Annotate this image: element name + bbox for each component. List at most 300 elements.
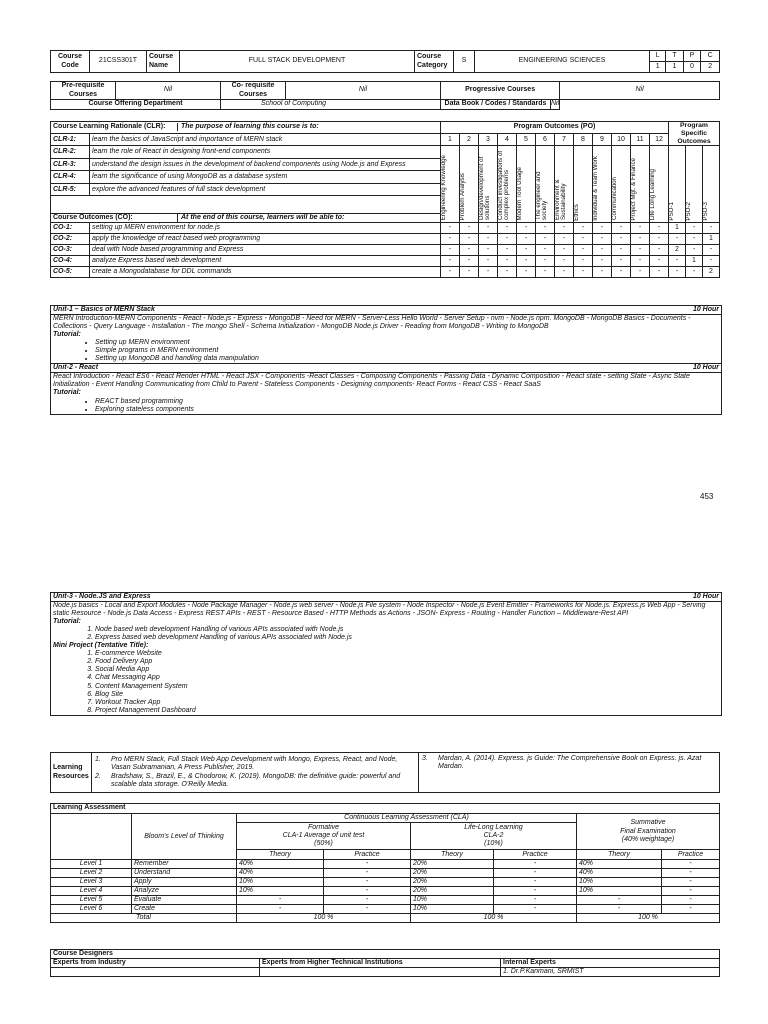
ltpc-label-l: L bbox=[650, 51, 666, 62]
table-row bbox=[51, 887, 720, 896]
co-po-value: - bbox=[460, 223, 479, 234]
co-po-value: - bbox=[612, 223, 631, 234]
data-book-value: Nil bbox=[551, 100, 560, 108]
value-cell: 10% bbox=[411, 896, 494, 905]
unit-2-tutorial-list bbox=[51, 398, 721, 414]
list-item: 2. Food Delivery App bbox=[95, 658, 721, 666]
unit-3-block bbox=[50, 592, 722, 716]
po-number: 5 bbox=[517, 133, 536, 146]
learning-assessment-title: Learning Assessment bbox=[51, 804, 720, 814]
co-po-value: - bbox=[555, 256, 574, 267]
co-row bbox=[51, 256, 720, 267]
resource-number: 2. bbox=[95, 772, 101, 780]
co-row bbox=[51, 245, 720, 256]
co-pso-value: - bbox=[686, 245, 703, 256]
co-po-value: - bbox=[460, 245, 479, 256]
level-cell: Level 3 bbox=[51, 878, 132, 887]
co-po-value: - bbox=[441, 223, 460, 234]
clr-po-table bbox=[50, 121, 720, 278]
table-row bbox=[51, 878, 720, 887]
po-name: Life Long Learning bbox=[649, 169, 656, 221]
value-cell: 20% bbox=[411, 860, 494, 869]
po-name: Modern Tool Usage bbox=[516, 166, 523, 221]
ltpc-value-t: 1 bbox=[666, 62, 683, 73]
learning-assessment-table bbox=[50, 803, 720, 923]
value-cell: - bbox=[662, 896, 720, 905]
pso-name: PSO-2 bbox=[685, 201, 692, 221]
blank-cell bbox=[51, 814, 132, 860]
co-po-value: - bbox=[555, 267, 574, 278]
unit-1-hours: 10 Hour bbox=[692, 306, 719, 313]
prerequisite-table bbox=[50, 81, 720, 110]
practice-label: Practice bbox=[662, 850, 720, 860]
lifelong-pct: (10%) bbox=[484, 840, 503, 848]
ltpc-label-c: C bbox=[701, 51, 720, 62]
co-po-value: - bbox=[460, 256, 479, 267]
list-item: • Setting up MongoDB and handling data manipulation bbox=[95, 355, 721, 363]
clr-text: learn the basics of JavaScript and importance of MERN stack bbox=[90, 133, 441, 146]
theory-label: Theory bbox=[237, 850, 324, 860]
list-item: 4. Chat Messaging App bbox=[95, 674, 721, 682]
value-cell: - bbox=[662, 878, 720, 887]
level-name: Analyze bbox=[132, 887, 237, 896]
value-cell: 40% bbox=[577, 860, 662, 869]
resources-left-cell bbox=[92, 753, 419, 793]
po-number: 6 bbox=[536, 133, 555, 146]
list-item: • Setting up MERN environment bbox=[95, 339, 721, 347]
list-item: • Simple programs in MERN environment bbox=[95, 347, 721, 355]
clr-text: understand the design issues in the development of backend components using Node.js and Express bbox=[90, 158, 441, 170]
summative-header bbox=[577, 814, 720, 850]
cla-label: Continuous Learning Assessment (CLA) bbox=[237, 814, 577, 823]
page-number: 453 bbox=[700, 492, 714, 501]
co-po-value: - bbox=[498, 267, 517, 278]
internal-expert-name: 1. Dr.P.Kanmani, SRMIST bbox=[501, 968, 720, 977]
co-po-value: - bbox=[536, 234, 555, 245]
list-item: 3. Social Media App bbox=[95, 666, 721, 674]
corequisite-label: Co- requisite Courses bbox=[221, 82, 286, 100]
table-row bbox=[51, 860, 720, 869]
value-cell: 20% bbox=[411, 878, 494, 887]
po-number: 1 bbox=[441, 133, 460, 146]
value-cell: - bbox=[324, 878, 411, 887]
co-po-value: - bbox=[574, 234, 593, 245]
course-code: 21CSS301T bbox=[90, 51, 147, 73]
co-po-value: - bbox=[517, 234, 536, 245]
co-po-value: - bbox=[612, 234, 631, 245]
formative-header bbox=[237, 823, 411, 850]
co-po-value: - bbox=[498, 256, 517, 267]
unit-2-title: Unit-2 - React bbox=[53, 364, 99, 372]
co-text: apply the knowledge of react based web programming bbox=[90, 234, 441, 245]
clr-id: CLR-2: bbox=[51, 146, 90, 158]
course-designers-table bbox=[50, 949, 720, 977]
table-row bbox=[51, 896, 720, 905]
co-po-value: - bbox=[574, 256, 593, 267]
co-pso-value: - bbox=[703, 223, 720, 234]
summative-label: Summative bbox=[630, 819, 666, 827]
co-po-value: - bbox=[441, 234, 460, 245]
co-pso-value: - bbox=[703, 245, 720, 256]
co-po-value: - bbox=[517, 267, 536, 278]
clr-id: CLR-3: bbox=[51, 158, 90, 170]
value-cell: 20% bbox=[411, 887, 494, 896]
co-po-value: - bbox=[593, 245, 612, 256]
co-pso-value: 1 bbox=[703, 234, 720, 245]
co-pso-value: - bbox=[703, 256, 720, 267]
value-cell: 10% bbox=[411, 905, 494, 914]
learning-resources-table bbox=[50, 752, 720, 793]
theory-label: Theory bbox=[411, 850, 494, 860]
total-summative: 100 % bbox=[577, 914, 720, 923]
co-text: create a Mongodatabase for DDL commands bbox=[90, 267, 441, 278]
value-cell: - bbox=[324, 887, 411, 896]
value-cell: - bbox=[237, 896, 324, 905]
po-name: Problem Analysis bbox=[459, 172, 466, 221]
learning-resources-label: Learning Resources bbox=[51, 753, 92, 793]
co-po-value: - bbox=[498, 245, 517, 256]
internal-experts-label: Internal Experts bbox=[501, 959, 720, 968]
list-item: 2. Express based web development Handling of various APIs associated with Node.js bbox=[95, 634, 721, 642]
co-po-value: - bbox=[441, 245, 460, 256]
list-item: 1. E-commerce Website bbox=[95, 650, 721, 658]
course-header-table bbox=[50, 50, 720, 73]
level-name: Remember bbox=[132, 860, 237, 869]
unit-3-body: Node.js basics - Local and Export Modules - Node Package Manager - Node.js web server - Node.js File system - Node Inspector - Node.js Event Emitter - Frameworks for Node.js. Express.js Web App - Serving static Resource - Node.js Data Access - Express REST APIs - REST - Resource Based - HTTP Methods as Actions - JSON- Express - Routing - Handler Function – Middleware-Rest API bbox=[53, 602, 706, 618]
course-category-label: Course Category bbox=[415, 51, 454, 73]
lifelong-header bbox=[411, 823, 577, 850]
formative-pct: (50%) bbox=[314, 840, 333, 848]
co-po-value: - bbox=[631, 234, 650, 245]
value-cell: 40% bbox=[237, 869, 324, 878]
co-po-value: - bbox=[460, 234, 479, 245]
course-name-label: Course Name bbox=[147, 51, 180, 73]
co-pso-value: 2 bbox=[703, 267, 720, 278]
course-code-label: Course Code bbox=[51, 51, 90, 73]
co-id: CO-4: bbox=[51, 256, 90, 267]
level-name: Create bbox=[132, 905, 237, 914]
value-cell: - bbox=[324, 905, 411, 914]
course-name: FULL STACK DEVELOPMENT bbox=[180, 51, 415, 73]
pso-name: PSO-3 bbox=[702, 201, 709, 221]
value-cell: - bbox=[324, 896, 411, 905]
co-po-value: - bbox=[612, 256, 631, 267]
co-po-value: - bbox=[650, 256, 669, 267]
value-cell: - bbox=[662, 887, 720, 896]
po-number: 8 bbox=[574, 133, 593, 146]
ltpc-value-l: 1 bbox=[650, 62, 666, 73]
list-item: • Exploring stateless components bbox=[95, 406, 721, 414]
po-name: Conduct investigations of complex problems bbox=[497, 151, 511, 221]
po-name: Environment & Sustainability bbox=[554, 179, 568, 221]
ltpc-value-c: 2 bbox=[701, 62, 720, 73]
value-cell: - bbox=[324, 860, 411, 869]
co-po-value: - bbox=[479, 245, 498, 256]
co-text: deal with Node based programming and Express bbox=[90, 245, 441, 256]
industry-experts-label: Experts from Industry bbox=[51, 959, 260, 968]
co-po-value: - bbox=[631, 256, 650, 267]
table-row-total bbox=[51, 914, 720, 923]
higher-institution-experts-label: Experts from Higher Technical Institutions bbox=[260, 959, 501, 968]
resource-number: 1. bbox=[95, 756, 101, 764]
co-po-value: - bbox=[650, 267, 669, 278]
co-text: setting up MERN environment for node.js bbox=[90, 223, 441, 234]
value-cell: - bbox=[662, 869, 720, 878]
po-title: Program Outcomes (PO) bbox=[441, 122, 669, 134]
co-po-value: - bbox=[536, 223, 555, 234]
co-po-value: - bbox=[593, 223, 612, 234]
theory-label: Theory bbox=[577, 850, 662, 860]
value-cell: 40% bbox=[577, 869, 662, 878]
clr-text: explore the advanced features of full stack development bbox=[90, 183, 441, 195]
value-cell: 10% bbox=[577, 887, 662, 896]
co-pso-value: - bbox=[686, 234, 703, 245]
co-row bbox=[51, 267, 720, 278]
value-cell: - bbox=[324, 869, 411, 878]
level-cell: Level 1 bbox=[51, 860, 132, 869]
co-po-value: - bbox=[593, 256, 612, 267]
industry-experts-value bbox=[51, 968, 260, 977]
po-name: Project Mgt. & Finance bbox=[630, 157, 637, 221]
po-number: 9 bbox=[593, 133, 612, 146]
clr-title: Course Learning Rationale (CLR): bbox=[51, 123, 178, 131]
co-po-value: - bbox=[574, 223, 593, 234]
book-value-cell bbox=[441, 100, 560, 110]
level-cell: Level 5 bbox=[51, 896, 132, 905]
po-name: Individual & Team Work bbox=[592, 155, 599, 221]
co-po-value: - bbox=[650, 245, 669, 256]
co-po-value: - bbox=[593, 234, 612, 245]
summative-sub: Final Examination bbox=[620, 827, 676, 835]
level-cell: Level 2 bbox=[51, 869, 132, 878]
co-po-value: - bbox=[555, 234, 574, 245]
level-name: Apply bbox=[132, 878, 237, 887]
value-cell: - bbox=[494, 887, 577, 896]
co-po-value: - bbox=[631, 223, 650, 234]
co-po-value: - bbox=[631, 245, 650, 256]
ltpc-label-p: P bbox=[683, 51, 701, 62]
co-po-value: - bbox=[650, 234, 669, 245]
co-po-value: - bbox=[498, 234, 517, 245]
course-category-name: ENGINEERING SCIENCES bbox=[475, 51, 650, 73]
co-po-value: - bbox=[479, 223, 498, 234]
value-cell: 10% bbox=[237, 887, 324, 896]
po-name: Design/development of solutions bbox=[478, 157, 492, 221]
list-item: 7. Workout Tracker App bbox=[95, 699, 721, 707]
co-pso-value: - bbox=[686, 223, 703, 234]
clr-id: CLR-1: bbox=[51, 133, 90, 146]
po-name: The engineer and society bbox=[535, 171, 549, 221]
co-po-value: - bbox=[574, 245, 593, 256]
co-po-value: - bbox=[574, 267, 593, 278]
level-cell: Level 4 bbox=[51, 887, 132, 896]
prerequisite-label: Pre-requisite Courses bbox=[51, 82, 116, 100]
co-po-value: - bbox=[593, 267, 612, 278]
unit-1-header bbox=[51, 306, 721, 315]
co-po-value: - bbox=[517, 256, 536, 267]
mini-project-list bbox=[51, 650, 721, 714]
co-po-value: - bbox=[479, 267, 498, 278]
units-1-2-block bbox=[50, 305, 722, 415]
resource-text: Mardan, A. (2014). Express. js Guide: The Comprehensive Book on Express. js. Azat Mardan. bbox=[438, 755, 702, 771]
unit-3-header bbox=[51, 593, 721, 602]
co-po-value: - bbox=[536, 267, 555, 278]
po-name: Ethics bbox=[573, 203, 580, 221]
formative-sub: CLA-1 Average of unit test bbox=[282, 832, 365, 840]
co-pso-value: - bbox=[686, 267, 703, 278]
co-po-value: - bbox=[479, 256, 498, 267]
unit-2-body: React Introduction - React ES6 - React Render HTML - React JSX - Components -React Classes - Composing Components - Passing Data - Dynamic Composition - React state - setting State - Async State Initialization - Event Handling Communicating from Child to Parent - Stateless Components - Designing components- React Forms - React CSS - React SaaS bbox=[53, 373, 690, 389]
value-cell: - bbox=[494, 896, 577, 905]
mini-project-label: Mini Project (Tentative Title): bbox=[53, 642, 149, 650]
unit-3-tutorial-list bbox=[51, 626, 721, 642]
prerequisite-value: Nil bbox=[116, 82, 221, 100]
table-row bbox=[51, 905, 720, 914]
department-label: Course Offering Department bbox=[51, 100, 221, 110]
unit-3-title: Unit-3 - Node.JS and Express bbox=[53, 593, 151, 600]
value-cell: - bbox=[577, 905, 662, 914]
co-id: CO-2: bbox=[51, 234, 90, 245]
total-lifelong: 100 % bbox=[411, 914, 577, 923]
department-value: School of Computing bbox=[221, 100, 441, 110]
co-pso-value: - bbox=[669, 234, 686, 245]
progressive-label: Progressive Courses bbox=[441, 82, 560, 100]
progressive-value: Nil bbox=[560, 82, 720, 100]
co-po-value: - bbox=[631, 267, 650, 278]
po-name: Communication bbox=[611, 177, 618, 221]
higher-institution-experts-value bbox=[260, 968, 501, 977]
unit-3-hours: 10 Hour bbox=[692, 593, 719, 600]
unit-1-tutorial-label: Tutorial: bbox=[53, 331, 81, 339]
co-po-value: - bbox=[650, 223, 669, 234]
co-row bbox=[51, 223, 720, 234]
clr-id: CLR-4: bbox=[51, 171, 90, 183]
course-designers-title: Course Designers bbox=[51, 950, 720, 959]
unit-3-tutorial-label: Tutorial: bbox=[53, 618, 81, 626]
value-cell: - bbox=[662, 860, 720, 869]
list-item: 8. Project Management Dashboard bbox=[95, 707, 721, 715]
co-pso-value: - bbox=[669, 256, 686, 267]
co-pso-value: 2 bbox=[669, 245, 686, 256]
level-name: Evaluate bbox=[132, 896, 237, 905]
po-number: 3 bbox=[479, 133, 498, 146]
po-number: 7 bbox=[555, 133, 574, 146]
unit-1-title: Unit-1 – Basics of MERN Stack bbox=[53, 306, 155, 313]
clr-title-cell bbox=[51, 122, 441, 134]
co-purpose: At the end of this course, learners will be able to: bbox=[181, 214, 345, 222]
data-book-label: Data Book / Codes / Standards bbox=[441, 100, 551, 108]
co-po-value: - bbox=[536, 256, 555, 267]
total-label: Total bbox=[51, 914, 237, 923]
course-category-code: S bbox=[454, 51, 475, 73]
co-title: Course Outcomes (CO): bbox=[51, 214, 178, 222]
value-cell: - bbox=[494, 869, 577, 878]
po-number: 4 bbox=[498, 133, 517, 146]
co-po-value: - bbox=[555, 223, 574, 234]
summative-pct: (40% weightage) bbox=[621, 835, 675, 843]
value-cell: - bbox=[494, 860, 577, 869]
co-po-value: - bbox=[441, 256, 460, 267]
pso-title: Program Specific Outcomes bbox=[669, 122, 720, 146]
co-po-value: - bbox=[612, 267, 631, 278]
co-row bbox=[51, 234, 720, 245]
lifelong-sub: CLA-2 bbox=[483, 832, 504, 840]
value-cell: 40% bbox=[237, 860, 324, 869]
value-cell: - bbox=[577, 896, 662, 905]
resource-number: 3. bbox=[422, 755, 428, 762]
co-id: CO-5: bbox=[51, 267, 90, 278]
unit-2-header bbox=[51, 363, 721, 373]
value-cell: - bbox=[494, 905, 577, 914]
resource-text: Pro MERN Stack, Full Stack Web App Development with Mongo, Express, React, and Node, Vasan Subramanian, A Press Publisher, 2019. bbox=[111, 756, 398, 772]
practice-label: Practice bbox=[324, 850, 411, 860]
blooms-label: Bloom's Level of Thinking bbox=[132, 814, 237, 860]
co-pso-value: 1 bbox=[669, 223, 686, 234]
corequisite-value: Nil bbox=[286, 82, 441, 100]
list-item: • REACT based programming bbox=[95, 398, 721, 406]
co-po-value: - bbox=[479, 234, 498, 245]
level-name: Understand bbox=[132, 869, 237, 878]
co-po-value: - bbox=[612, 245, 631, 256]
clr-text: learn the significance of using MongoDB as a database system bbox=[90, 171, 441, 183]
unit-2-hours: 10 Hour bbox=[692, 364, 719, 372]
ltpc-value-p: 0 bbox=[683, 62, 701, 73]
unit-2-tutorial-label: Tutorial: bbox=[53, 389, 81, 397]
value-cell: - bbox=[237, 905, 324, 914]
unit-1-tutorial-list bbox=[51, 339, 721, 363]
co-id: CO-3: bbox=[51, 245, 90, 256]
co-pso-value: 1 bbox=[686, 256, 703, 267]
po-number: 2 bbox=[460, 133, 479, 146]
ltpc-label-t: T bbox=[666, 51, 683, 62]
lifelong-label: Life-Long Learning bbox=[464, 823, 523, 831]
co-po-value: - bbox=[498, 223, 517, 234]
co-id: CO-1: bbox=[51, 223, 90, 234]
resources-right-cell bbox=[419, 753, 720, 793]
co-po-value: - bbox=[517, 223, 536, 234]
co-po-value: - bbox=[555, 245, 574, 256]
value-cell: - bbox=[662, 905, 720, 914]
total-formative: 100 % bbox=[237, 914, 411, 923]
co-po-value: - bbox=[441, 267, 460, 278]
pso-name: PSO-1 bbox=[668, 201, 675, 221]
po-number: 10 bbox=[612, 133, 631, 146]
resource-text: Bradshaw, S., Brazil, E., & Chodorow, K. (2019). MongoDB: the definitive guide: powerful and scalable data storage. O'Reilly Media. bbox=[111, 772, 401, 788]
value-cell: 10% bbox=[237, 878, 324, 887]
level-cell: Level 6 bbox=[51, 905, 132, 914]
practice-label: Practice bbox=[494, 850, 577, 860]
clr-id: CLR-5: bbox=[51, 183, 90, 195]
co-po-value: - bbox=[460, 267, 479, 278]
unit-1-body: MERN Introduction-MERN Components - React - Node.js - Express - MongoDB - Need for MERN - Server-Less Hello World - Server Setup - nvm - Node.js npm. MongoDB - MongoDB Basics - Documents - Collections - Query Language - Installation - The mongo Shell - Schema Initialization - MongoDB Node.js Driver - Reading from MongoDB - Writing to MongoDB bbox=[53, 315, 691, 331]
list-item: 1. Node based web development Handling of various APIs associated with Node.js bbox=[95, 626, 721, 634]
co-title-cell bbox=[51, 196, 441, 223]
co-po-value: - bbox=[517, 245, 536, 256]
clr-purpose: The purpose of learning this course is to: bbox=[181, 123, 319, 131]
list-item: 5. Content Management System bbox=[95, 683, 721, 691]
clr-text: learn the role of React in designing front-end components bbox=[90, 146, 441, 158]
co-pso-value: - bbox=[669, 267, 686, 278]
co-po-value: - bbox=[536, 245, 555, 256]
value-cell: 10% bbox=[577, 878, 662, 887]
formative-label: Formative bbox=[307, 823, 340, 831]
table-row bbox=[51, 869, 720, 878]
po-number: 11 bbox=[631, 133, 650, 146]
po-number: 12 bbox=[650, 133, 669, 146]
po-name: Engineering Knowledge bbox=[440, 155, 447, 221]
value-cell: 20% bbox=[411, 869, 494, 878]
co-text: analyze Express based web development bbox=[90, 256, 441, 267]
